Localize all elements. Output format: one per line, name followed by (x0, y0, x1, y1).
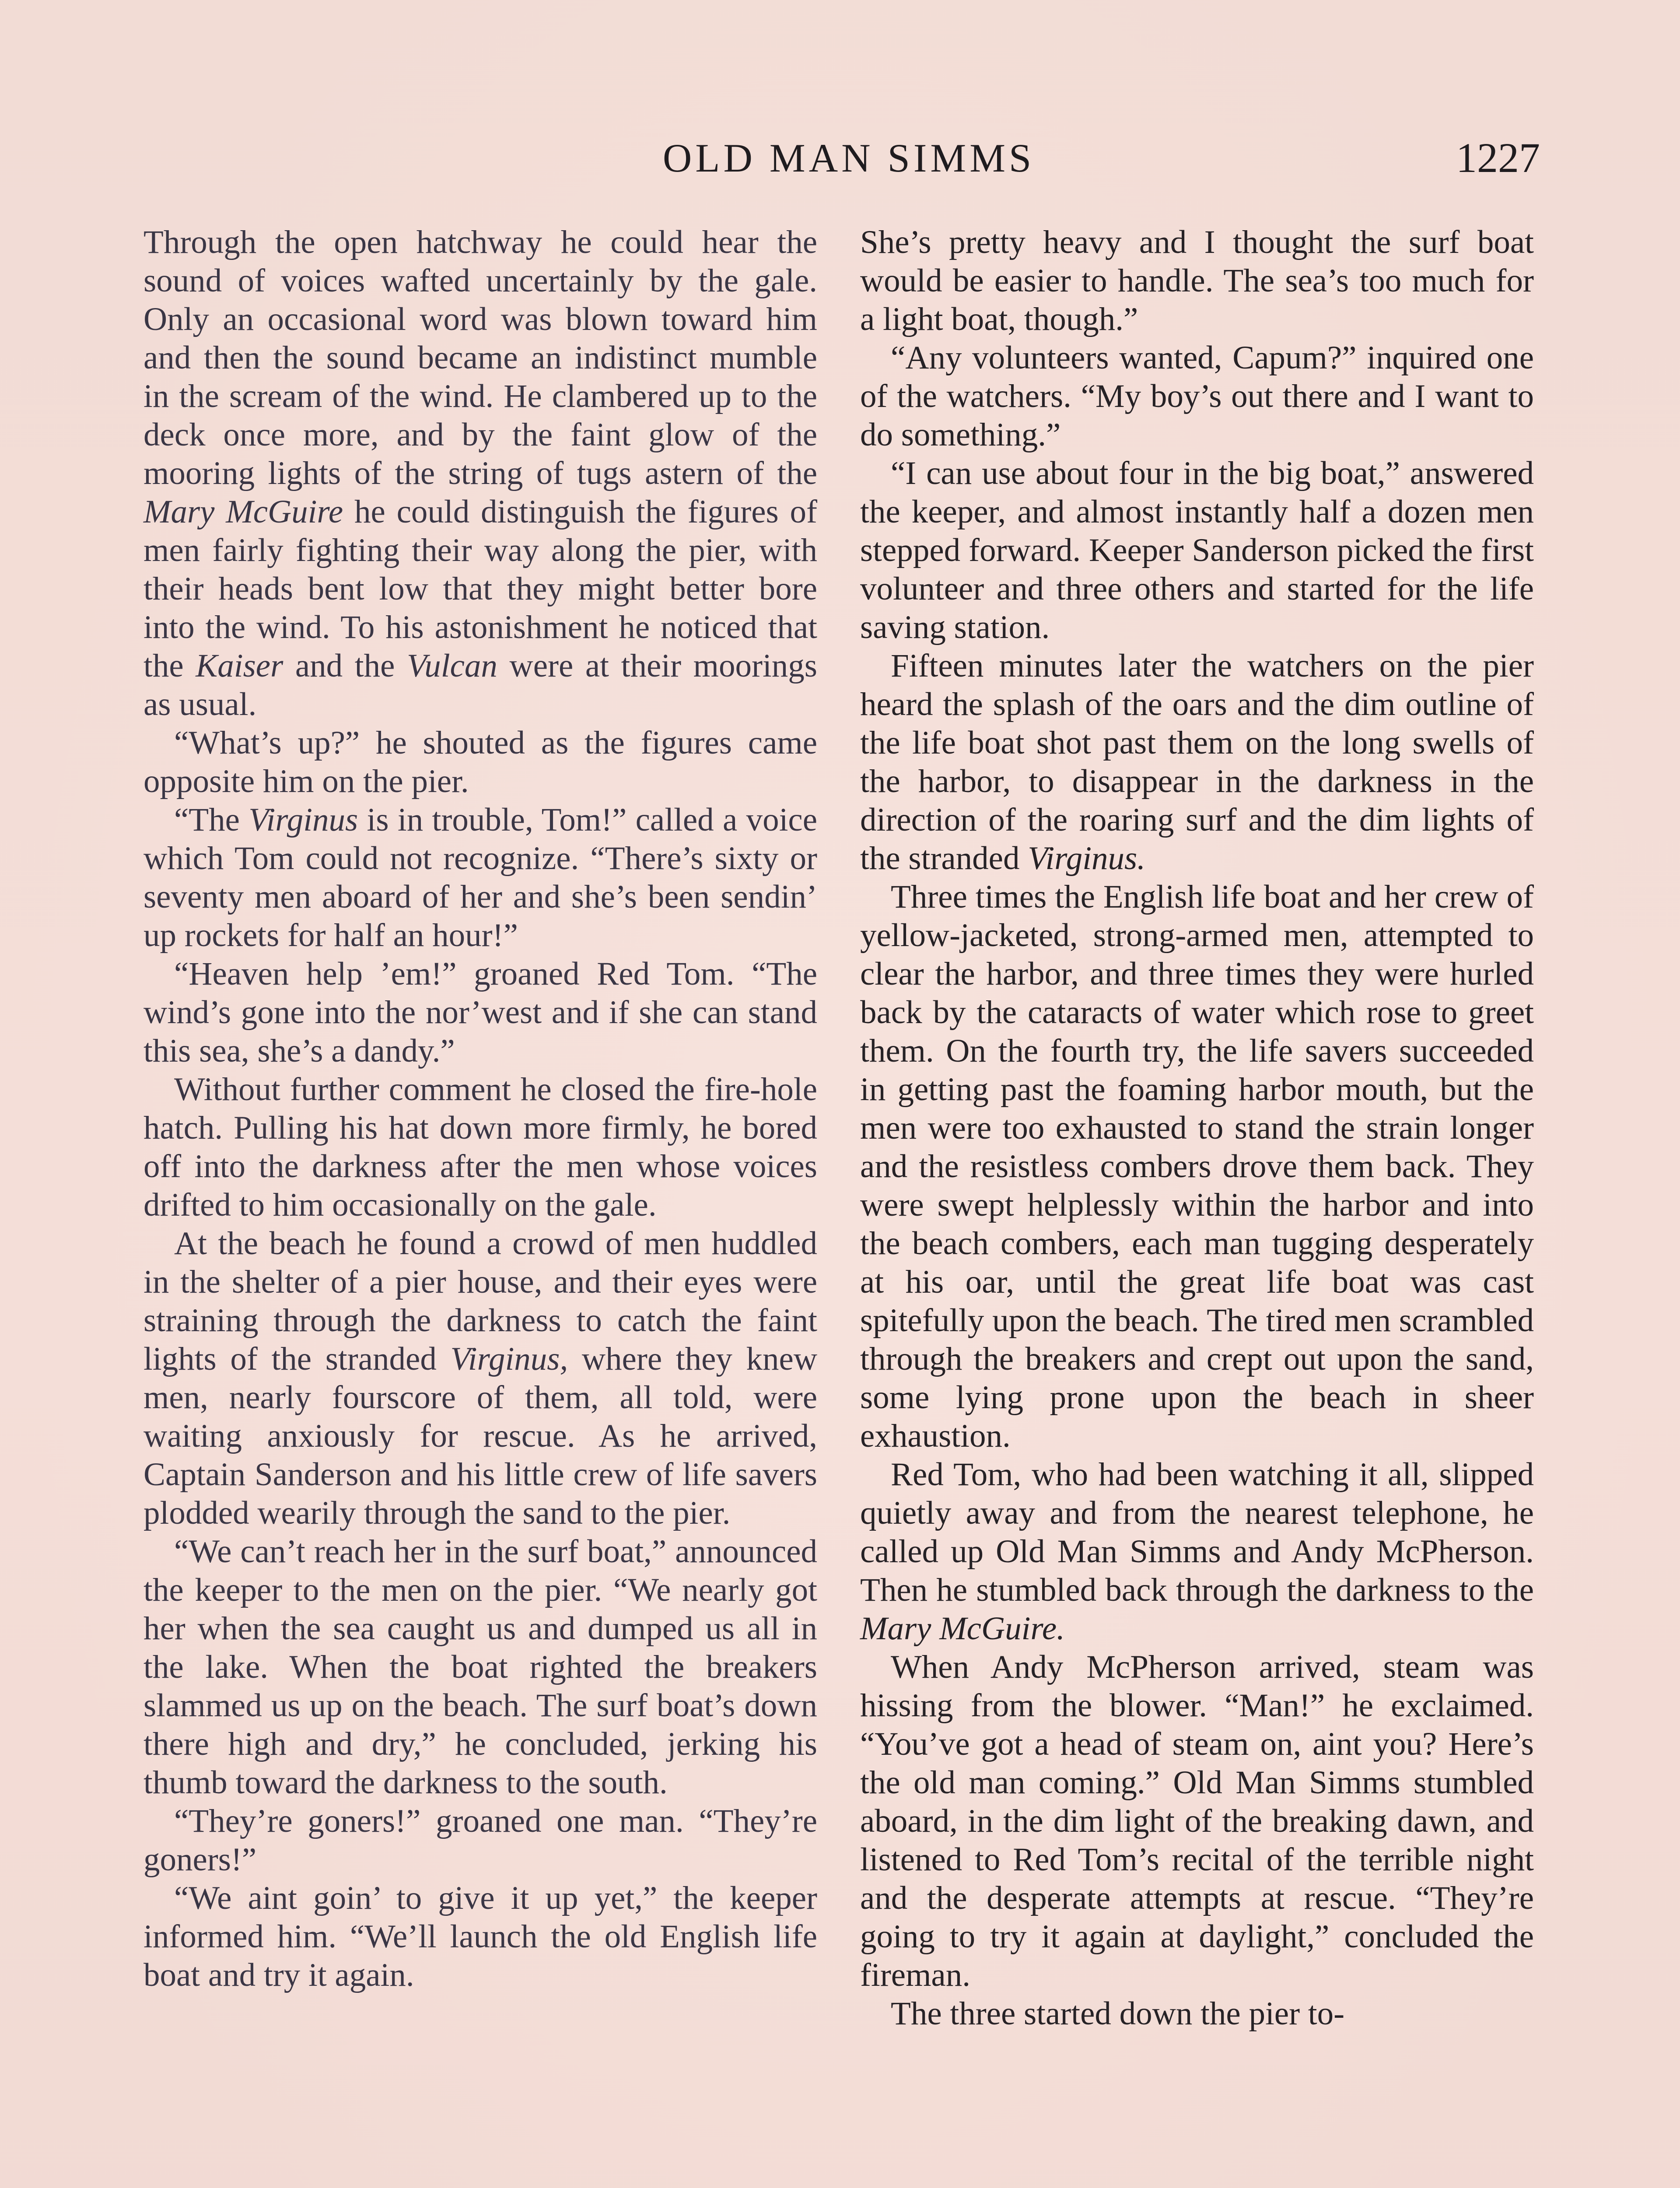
italic-ship-name: Mary McGuire (144, 494, 343, 530)
paragraph-text: Without further comment he closed the fire-hole hatch. Pulling his hat down more firmly, he bored off into the darkness after the men whose voices drifted to him occasionally on the gale. (144, 1071, 817, 1223)
paragraph-text: Fifteen minutes later the watchers on the pier heard the splash of the oars and the dim outline of the life boat shot past them on the long swells of the harbor, to disappear in the darkness in the direction of the roaring surf and the dim lights of the stranded (860, 648, 1534, 877)
running-title: OLD MAN SIMMS (662, 136, 1035, 180)
paragraph (144, 724, 817, 801)
paragraph-text: When Andy McPherson arrived, steam was hissing from the blower. “Man!” he exclaimed. “You’ve got a head of steam on, aint you? Here’s the old man coming.” Old Man Simms stumbled aboard, in the dim light of the breaking dawn, and listened to Red Tom’s recital of the terrible night and the desperate attempts at rescue. “They’re going to try it again at daylight,” concluded the fireman. (860, 1649, 1534, 1993)
paragraph (144, 223, 817, 724)
paragraph-text: “We aint goin’ to give it up yet,” the keeper informed him. “We’ll launch the old English life boat and try it again. (144, 1880, 817, 1993)
paragraph-text: She’s pretty heavy and I thought the surf boat would be easier to handle. The sea’s too much for a light boat, though.” (860, 224, 1534, 337)
italic-ship-name: Mary McGuire. (860, 1610, 1065, 1647)
paragraph-text: and the (283, 648, 407, 684)
paragraph-text: The three started down the pier to- (891, 1995, 1345, 2032)
paragraph-text: “What’s up?” he shouted as the figures came opposite him on the pier. (144, 725, 817, 799)
paragraph-text: Red Tom, who had been watching it all, slipped quietly away and from the nearest telephone, he called up Old Man Simms and Andy McPherson. Then he stumbled back through the darkness to the (860, 1456, 1534, 1608)
paragraph-text: “I can use about four in the big boat,” answered the keeper, and almost instantly half a dozen men stepped forward. Keeper Sanderson picked the first volunteer and three others and started for the life saving station. (860, 455, 1534, 645)
paragraph (144, 1070, 817, 1224)
right-text-column (860, 223, 1534, 2033)
paragraph-text: Three times the English life boat and her crew of yellow-jacketed, strong-armed men, attempted to clear the harbor, and three times they were hurled back by the cataracts of water which rose to greet them. On the fourth try, the life savers succeeded in getting past the foaming harbor mouth, but the men were too exhausted to stand the strain longer and the resistless combers drove them back. They were swept helplessly within the harbor and into the beach combers, each man tugging desperately at his oar, until the great life boat was cast spitefully upon the beach. The tired men scrambled through the breakers and crept out upon the sand, some lying prone upon the beach in sheer exhaustion. (860, 879, 1534, 1454)
paragraph (860, 339, 1534, 454)
paragraph-text: is in trouble, Tom!” called a voice which Tom could not recognize. “There’s sixty or seventy men aboard of her and she’s been sendin’ up rockets for half an hour!” (144, 802, 817, 954)
left-text-column (144, 223, 817, 1995)
italic-ship-name: Kaiser (196, 648, 284, 684)
paragraph (144, 1879, 817, 1995)
paragraph (860, 454, 1534, 647)
paragraph-text: “Any volunteers wanted, Capum?” inquired one of the watchers. “My boy’s out there and I want to do something.” (860, 340, 1534, 453)
italic-ship-name: Vulcan (407, 648, 497, 684)
paragraph (860, 1648, 1534, 1995)
paragraph-text: where they knew men, nearly fourscore of them, all told, were waiting anxiously for rescue. As he arrived, Captain Sanderson and his little crew of life savers plodded wearily through the sand to the pier. (144, 1341, 817, 1531)
paragraph (860, 1455, 1534, 1648)
paragraph (860, 1995, 1534, 2033)
paragraph-text: “We can’t reach her in the surf boat,” announced the keeper to the men on the pier. “We nearly got her when the sea caught us and dumped us all in the lake. When the boat righted the breakers slammed us up on the beach. The surf boat’s down there high and dry,” he concluded, jerking his thumb toward the darkness to the south. (144, 1533, 817, 1801)
paragraph-text: Through the open hatchway he could hear the sound of voices wafted uncertainly by the gale. Only an occasional word was blown toward him and then the sound became an indistinct mumble in the scream of the wind. He clambered up to the deck once more, and by the faint glow of the mooring lights of the string of tugs astern of the (144, 224, 817, 491)
paragraph-text: “Heaven help ’em!” groaned Red Tom. “The wind’s gone into the nor’west and if she can stand this sea, she’s a dandy.” (144, 956, 817, 1069)
paragraph (144, 1802, 817, 1879)
paragraph (860, 647, 1534, 878)
page-header (0, 130, 1680, 186)
paragraph-text: were at their moorings as usual. (144, 648, 817, 722)
italic-ship-name: Virginus, (450, 1341, 568, 1377)
paragraph-text: At the beach he found a crowd of men huddled in the shelter of a pier house, and their eyes were straining through the darkness to catch the faint lights of the stranded (144, 1225, 817, 1377)
paragraph (144, 955, 817, 1070)
paragraph (860, 878, 1534, 1455)
paragraph (144, 1224, 817, 1532)
italic-ship-name: Virginus (248, 802, 358, 838)
italic-ship-name: Virginus. (1028, 840, 1145, 877)
page-number: 1227 (1456, 134, 1540, 181)
paragraph-text: “The (174, 802, 249, 838)
paragraph (144, 801, 817, 955)
paragraph (144, 1532, 817, 1802)
paragraph (860, 223, 1534, 339)
paragraph-text: “They’re goners!” groaned one man. “They’re goners!” (144, 1803, 817, 1878)
paragraph-text: he could distinguish the figures of men fairly fighting their way along the pier, with their heads bent low that they might better bore into the wind. To his astonishment he noticed that the (144, 494, 817, 684)
